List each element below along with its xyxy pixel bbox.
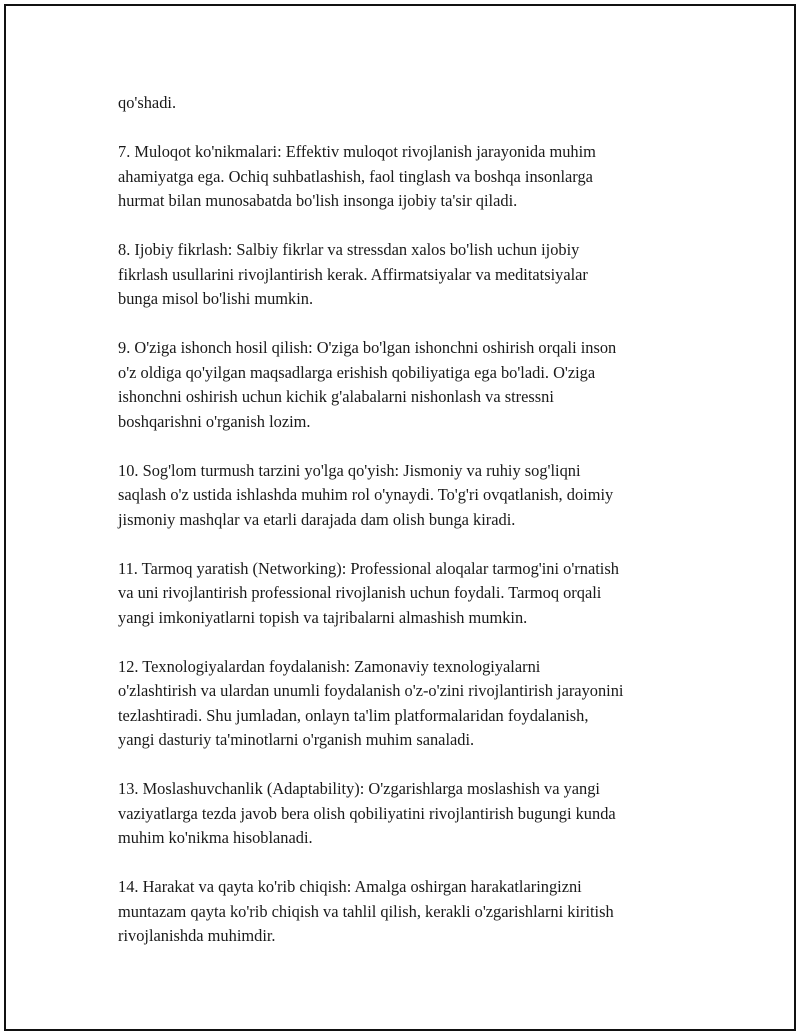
paragraph-item-14: 14. Harakat va qayta ko'rib chiqish: Amalga oshirgan harakatlaringizni muntazam qayta ko'rib chiqish va tahlil qilish, kerakli o'zgarishlarni kiritish rivojlanishda muhimdir. <box>118 877 614 945</box>
document-body <box>118 91 708 973</box>
paragraph-item-13: 13. Moslashuvchanlik (Adaptability): O'zgarishlarga moslashish va yangi vaziyatlarga tezda javob bera olish qobiliyatini rivojlantirish bugungi kunda muhim ko'nikma hisoblanadi. <box>118 779 616 847</box>
paragraph-item-7: 7. Muloqot ko'nikmalari: Effektiv muloqot rivojlanish jarayonida muhim ahamiyatga ega. Ochiq suhbatlashish, faol tinglash va boshqa insonlarga hurmat bilan munosabatda bo'lish insonga ijobiy ta'sir qiladi. <box>118 142 596 210</box>
paragraph-continuation: qo'shadi. <box>118 93 177 112</box>
paragraph-item-8: 8. Ijobiy fikrlash: Salbiy fikrlar va stressdan xalos bo'lish uchun ijobiy fikrlash usullarini rivojlantirish kerak. Affirmatsiyalar va meditatsiyalar bunga misol bo'lishi mumkin. <box>118 240 588 308</box>
paragraph-item-12: 12. Texnologiyalardan foydalanish: Zamonaviy texnologiyalarni o'zlashtirish va ulardan unumli foydalanish o'z-o'zini rivojlantirish jarayonini tezlashtiradi. Shu jumladan, onlayn ta'lim platformalaridan foydalanish, yangi dasturiy ta'minotlarni o'rganish muhim sanaladi. <box>118 656 624 749</box>
paragraph-item-11: 11. Tarmoq yaratish (Networking): Professional aloqalar tarmog'ini o'rnatish va uni rivojlantirish professional rivojlanish uchun foydali. Tarmoq orqali yangi imkoniyatlarni topish va tajribalarni almashish mumkin. <box>118 558 619 627</box>
paragraph-item-9: 9. O'ziga ishonch hosil qilish: O'ziga bo'lgan ishonchni oshirish orqali inson o'z oldiga qo'yilgan maqsadlarga erishish qobiliyatiga ega bo'ladi. O'ziga ishonchni oshirish uchun kichik g'alabalarni nishonlash va stressni boshqarishni o'rganish lozim. <box>118 338 617 431</box>
paragraph-item-10: 10. Sog'lom turmush tarzini yo'lga qo'yish: Jismoniy va ruhiy sog'liqni saqlash o'z ustida ishlashda muhim rol o'ynaydi. To'g'ri ovqatlanish, doimiy jismoniy mashqlar va etarli darajada dam olish bunga kiradi. <box>118 460 614 529</box>
